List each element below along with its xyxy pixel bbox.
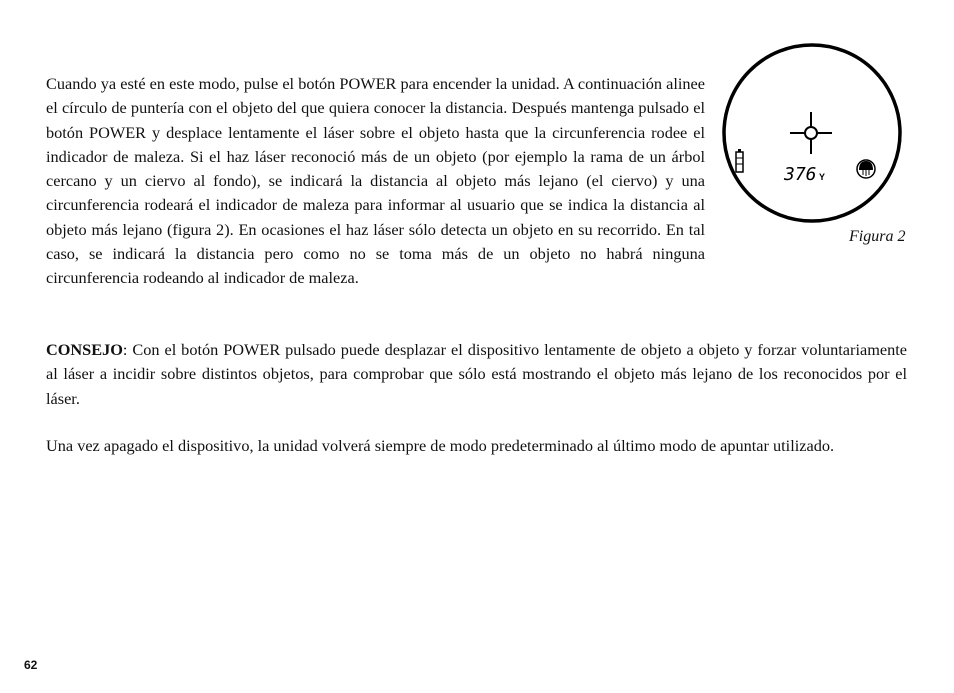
unit-label: Y xyxy=(819,172,826,182)
battery-icon xyxy=(736,149,743,172)
figure-caption: Figura 2 xyxy=(849,228,906,245)
figure-2 xyxy=(721,42,911,242)
tip-text: : Con el botón POWER pulsado puede desplazar el dispositivo lentamente de objeto a objeto y forzar voluntariamente al láser a incidir sobre distintos objetos, para comprobar que sólo está mostrando el objeto más lejano de los reconocidos por el láser. xyxy=(46,340,907,408)
page-number: 62 xyxy=(24,658,38,672)
viewfinder-circle xyxy=(724,45,900,221)
crosshair-icon xyxy=(790,112,832,154)
distance-readout: 376 xyxy=(784,164,817,185)
brush-indicator-icon xyxy=(857,160,875,178)
paragraph-tip xyxy=(46,338,907,411)
paragraph-default-mode: Una vez apagado el dispositivo, la unidad volverá siempre de modo predeterminado al último modo de apuntar utilizado. xyxy=(46,436,835,455)
tip-label: CONSEJO xyxy=(46,340,123,359)
rangefinder-display xyxy=(721,42,911,242)
paragraph-operation: Cuando ya esté en este modo, pulse el botón POWER para encender la unidad. A continuación alinee el círculo de puntería con el objeto del que quiera conocer la distancia. Después mantenga pulsado el botón POWER y desplace lentamente el láser sobre el objeto hasta que la circunferencia rodee el indicador de maleza. Si el haz láser reconoció más de un objeto (por ejemplo la rama de un árbol cercano y un ciervo al fondo), se indicará la distancia al objeto más lejano (el ciervo) y una circunferencia rodeará el indicador de maleza para informar al usuario que se indica la distancia al objeto más lejano (figura 2). En ocasiones el haz láser sólo detecta un objeto en su recorrido. En tal caso, se indicará la distancia pero como no se toma más de un objeto no habrá ninguna circunferencia rodeando al indicador de maleza. xyxy=(46,74,705,288)
